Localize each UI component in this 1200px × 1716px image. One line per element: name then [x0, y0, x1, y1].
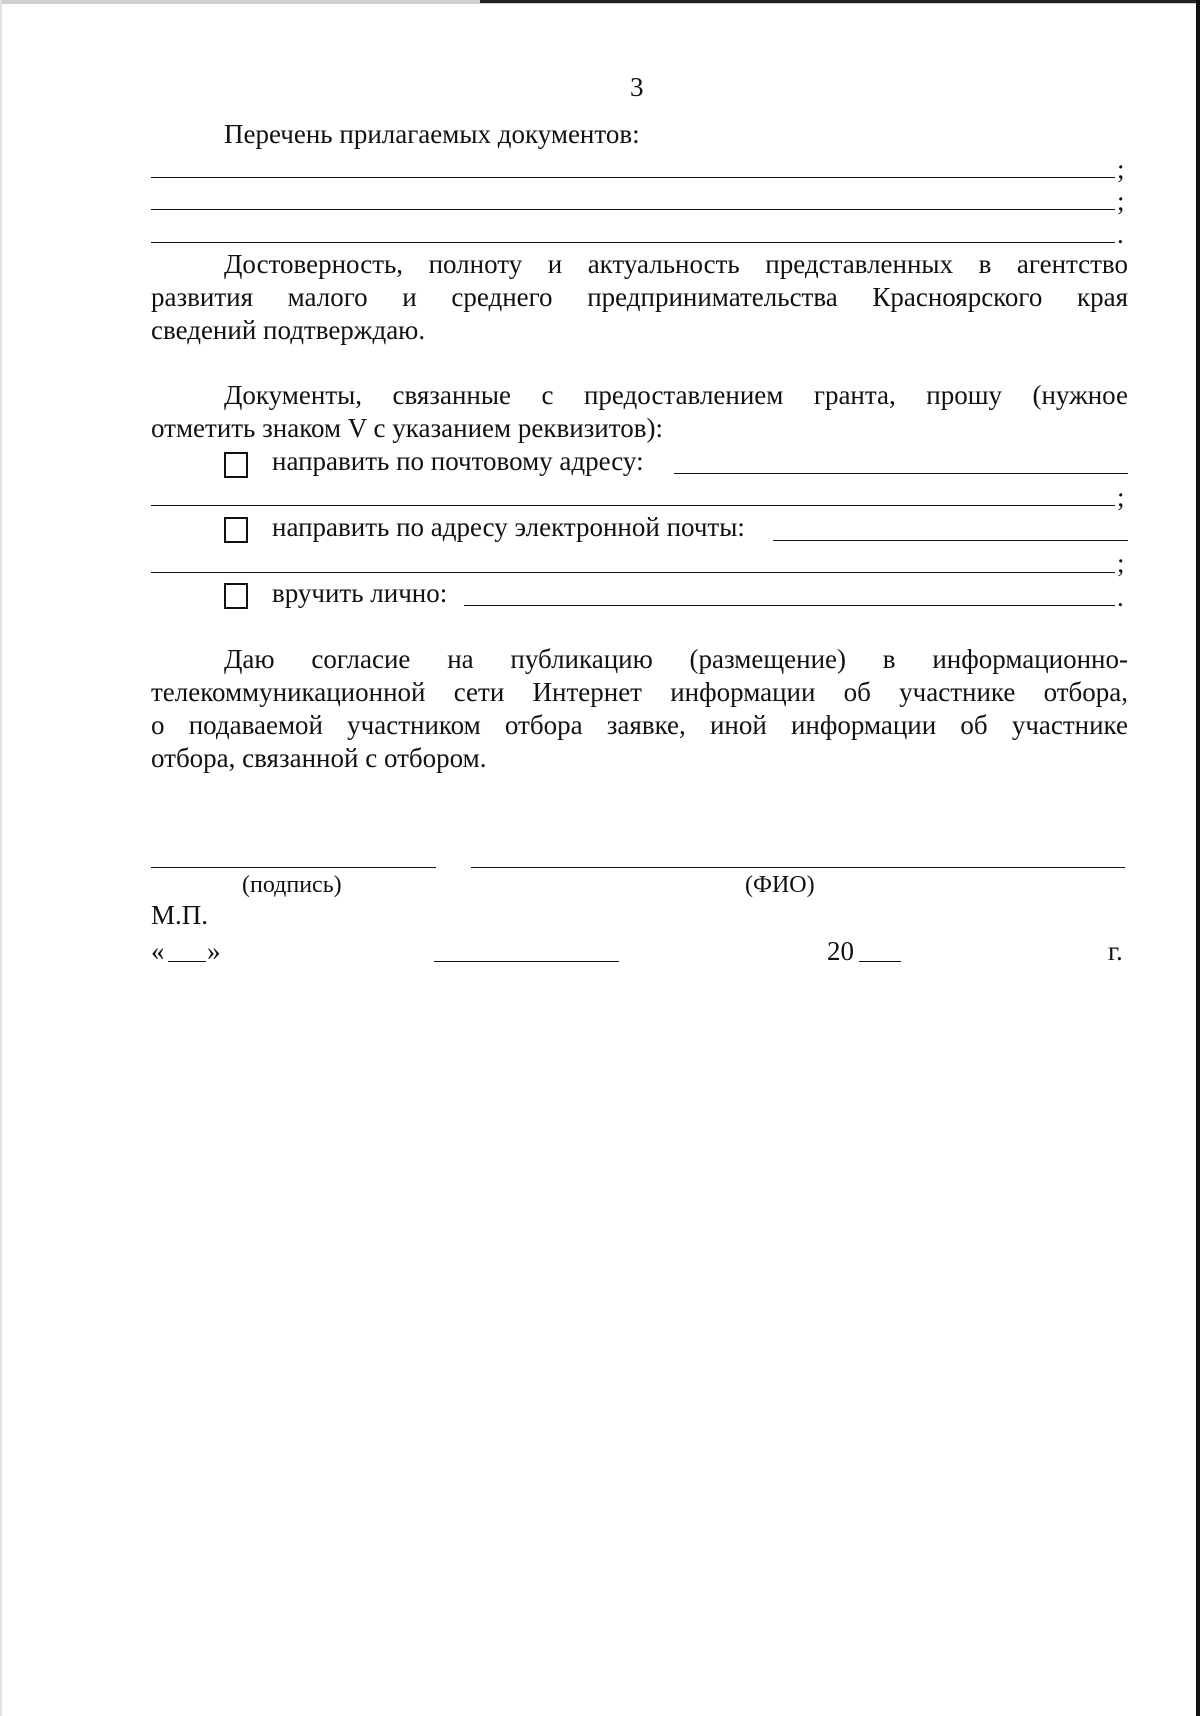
- day-close-quote: »: [207, 936, 221, 966]
- consent-line-1: Даю согласие на публикацию (размещение) в информационно-: [224, 644, 1128, 674]
- reliability-line-3: сведений подтверждаю.: [151, 315, 426, 345]
- in-person-end: .: [1117, 582, 1124, 612]
- document-line-2[interactable]: [151, 209, 1115, 210]
- year-field[interactable]: [859, 961, 901, 962]
- scan-edge-left: [0, 0, 2, 1716]
- document-line-1-end: ;: [1117, 154, 1125, 184]
- postal-address-field[interactable]: [674, 473, 1128, 474]
- page-number: 3: [630, 72, 644, 102]
- reliability-line-1: Достоверность, полноту и актуальность представленных в агентство: [224, 249, 1128, 279]
- consent-line-3: о подаваемой участником отбора заявке, иной информации об участнике: [151, 710, 1128, 740]
- in-person-field[interactable]: [464, 605, 1115, 606]
- scan-edge-top-dark: [480, 0, 1200, 3]
- year-suffix: г.: [1108, 936, 1123, 966]
- email-address-checkbox[interactable]: [224, 517, 248, 543]
- document-line-2-end: ;: [1117, 186, 1125, 216]
- year-prefix: 20: [827, 936, 854, 966]
- delivery-intro-line-2: отметить знаком V с указанием реквизитов):: [151, 413, 663, 443]
- document-line-1[interactable]: [151, 177, 1115, 178]
- scan-edge-right: [1196, 0, 1200, 1716]
- postal-address-checkbox[interactable]: [224, 452, 248, 478]
- postal-address-field-line-2[interactable]: [151, 505, 1115, 506]
- email-address-label: направить по адресу электронной почты:: [272, 512, 745, 542]
- consent-line-2: телекоммуникационной сети Интернет информации об участнике отбора,: [151, 677, 1128, 707]
- full-name-caption: (ФИО): [745, 872, 815, 898]
- documents-list-heading: Перечень прилагаемых документов:: [224, 119, 640, 149]
- signature-caption: (подпись): [242, 872, 342, 898]
- document-line-3-end: .: [1117, 219, 1124, 249]
- in-person-checkbox[interactable]: [224, 583, 248, 609]
- consent-line-4: отбора, связанной с отбором.: [151, 743, 487, 773]
- reliability-line-2: развития малого и среднего предпринимательства Красноярского края: [151, 282, 1128, 312]
- day-field[interactable]: [168, 961, 206, 962]
- day-open-quote: «: [151, 936, 165, 966]
- postal-address-label: направить по почтовому адресу:: [272, 446, 644, 476]
- postal-address-end: ;: [1117, 482, 1125, 512]
- email-address-field-line-2[interactable]: [151, 572, 1115, 573]
- stamp-label: М.П.: [151, 900, 209, 930]
- month-field[interactable]: [434, 961, 619, 962]
- email-address-end: ;: [1117, 548, 1125, 578]
- in-person-label: вручить лично:: [272, 578, 448, 608]
- email-address-field[interactable]: [773, 540, 1128, 541]
- delivery-intro-line-1: Документы, связанные с предоставлением гранта, прошу (нужное: [224, 380, 1128, 410]
- document-line-3[interactable]: [151, 242, 1115, 243]
